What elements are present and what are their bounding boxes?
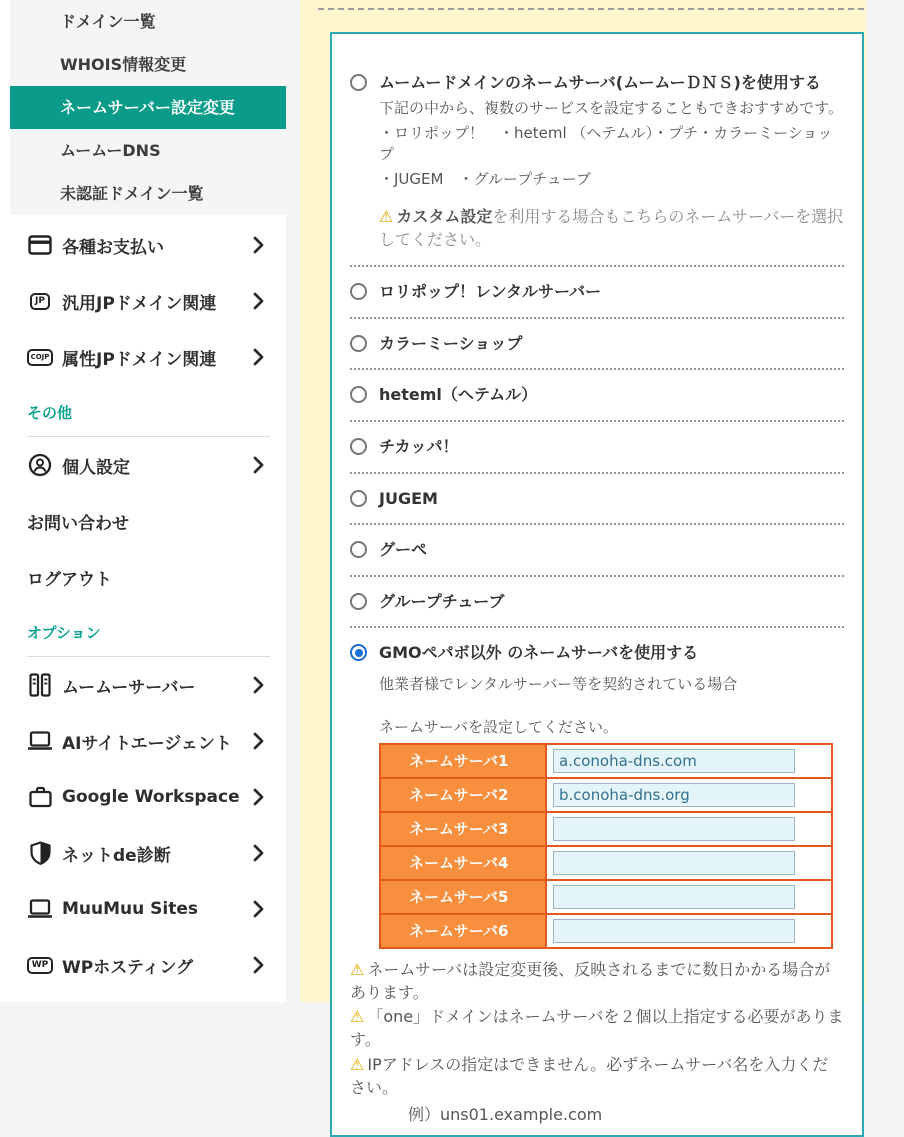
cojp-badge-icon: COJP [27,344,53,370]
radio-button[interactable] [350,283,367,300]
sidebar-subitem-muumuu-dns[interactable]: ムームーDNS [60,141,161,160]
sidebar-item-label: 各種お支払い [62,237,164,258]
nameserver-example: 例）uns01.example.com [408,1105,603,1125]
sidebar-item-attribute-jp[interactable] [0,329,286,385]
divider [318,8,864,10]
sidebar-subitem-nameserver-settings[interactable]: ネームサーバー設定変更 [10,86,286,129]
sidebar-item-label: 汎用JPドメイン関連 [62,293,217,314]
table-row [380,778,832,812]
sidebar-section-other: その他 [27,404,73,422]
sidebar-item-ai-site-agent[interactable] [0,713,286,769]
nameserver-3-input[interactable] [553,817,795,841]
option-lolipop[interactable] [350,267,844,317]
laptop-icon [27,896,53,922]
warning-text: ⚠ ネームサーバは設定変更後、反映されるまでに数日かかる場合があります。 [350,959,831,1002]
sidebar-item-payments[interactable] [0,217,286,273]
option-label[interactable]: GMOペパボ以外 のネームサーバを使用する [379,643,699,663]
radio-button[interactable] [350,541,367,558]
sidebar-item-label: ネットde診断 [62,845,171,866]
sidebar-item-label: Google Workspace [62,787,240,807]
nameserver-warnings [350,959,844,1125]
sidebar-item-google-workspace[interactable] [0,769,286,825]
nameserver-3-label: ネームサーバ3 [380,812,546,846]
table-row [380,880,832,914]
wp-badge-icon: WP [27,952,53,978]
radio-button[interactable] [350,593,367,610]
sidebar-item-wp-hosting[interactable] [0,937,286,993]
chevron-right-icon [253,456,264,474]
chevron-right-icon [253,788,264,806]
sidebar-item-label: ログアウト [27,569,112,590]
sidebar-subitem-whois[interactable]: WHOIS情報変更 [60,55,187,74]
table-row [380,744,832,778]
option-label[interactable]: チカッパ！ [379,436,459,456]
sidebar-subitem-domain-list[interactable]: ドメイン一覧 [60,12,156,31]
warning-icon: ⚠ [379,206,394,226]
option-chicappa[interactable] [350,422,844,472]
briefcase-icon [27,784,53,810]
warning-icon: ⚠ [350,959,365,979]
nameserver-instruction: ネームサーバを設定してください。 [379,717,618,736]
option-description: ・JUGEM ・グループチューブ [379,170,592,189]
nameserver-4-label: ネームサーバ4 [380,846,546,880]
table-row [380,914,832,948]
table-row [380,846,832,880]
nameserver-1-label: ネームサーバ1 [380,744,546,778]
server-icon [27,672,53,698]
sidebar-item-generic-jp[interactable] [0,273,286,329]
credit-card-icon [27,232,53,258]
nameserver-5-input[interactable] [553,885,795,909]
chevron-right-icon [253,292,264,310]
radio-button-selected[interactable] [350,644,367,661]
sidebar-subitem-unverified-domains[interactable]: 未認証ドメイン一覧 [60,184,204,203]
nameserver-4-input[interactable] [553,851,795,875]
sidebar-item-personal-settings[interactable] [0,437,286,493]
chevron-right-icon [253,844,264,862]
radio-button[interactable] [350,335,367,352]
warning-icon: ⚠ [350,1007,365,1027]
option-label[interactable]: JUGEM [379,488,438,508]
sidebar-item-label: ムームーサーバー [62,677,196,698]
option-label[interactable]: ロリポップ！レンタルサーバー [379,282,602,302]
option-label[interactable]: グループチューブ [379,591,505,611]
shield-icon [27,840,53,866]
option-grouptube[interactable] [350,577,844,627]
nameserver-2-label: ネームサーバ2 [380,778,546,812]
option-description: 他業者様でレンタルサーバー等を契約されている場合 [379,674,738,693]
domain-submenu [10,0,286,215]
jp-badge-icon: JP [27,288,53,314]
option-label[interactable]: グーペ [379,540,428,560]
chevron-right-icon [253,956,264,974]
option-colorme-shop[interactable] [350,319,844,369]
radio-button[interactable] [350,490,367,507]
nameserver-6-label: ネームサーバ6 [380,914,546,948]
nameserver-1-input[interactable] [553,749,795,773]
main-content [300,0,866,1125]
nameserver-2-input[interactable] [553,783,795,807]
sidebar-item-label: MuuMuu Sites [62,899,199,919]
warning-text: ⚠ IPアドレスの指定はできません。必ずネームサーバ名を入力ください。 [350,1054,829,1097]
sidebar-item-net-de-shindan[interactable] [0,825,286,881]
option-note: ⚠ カスタム設定を利用する場合もこちらのネームサーバーを選択してください。 [379,206,844,249]
option-description: ・ロリポップ！ ・heteml （ヘテムル）・プチ・カラーミーショップ [379,123,833,164]
sidebar-item-muumuu-server[interactable] [0,657,286,713]
person-icon [27,452,53,478]
option-muumuu-dns[interactable] [350,58,844,265]
table-row [380,812,832,846]
option-label[interactable]: ムームードメインのネームサーバ(ムームーＤＮＳ)を使用する [379,73,821,92]
radio-button[interactable] [350,386,367,403]
chevron-right-icon [253,900,264,918]
sidebar-item-contact[interactable] [0,493,286,549]
radio-button[interactable] [350,438,367,455]
sidebar-section-options: オプション [27,624,101,642]
option-description: 下記の中から、複数のサービスを設定することもできおすすめです。 [379,98,843,117]
laptop-icon [27,728,53,754]
sidebar-item-label: お問い合わせ [27,513,129,534]
nameserver-6-input[interactable] [553,919,795,943]
radio-button[interactable] [350,74,367,91]
sidebar-item-label: 個人設定 [62,457,130,478]
chevron-right-icon [253,676,264,694]
option-external-nameserver[interactable] [350,628,844,963]
nameserver-options-panel [330,32,864,1137]
option-label[interactable]: カラーミーショップ [379,333,523,353]
sidebar [0,0,286,1002]
nameserver-5-label: ネームサーバ5 [380,880,546,914]
warning-text: ⚠ 「one」ドメインはネームサーバを２個以上指定する必要があります。 [350,1007,844,1050]
option-heteml[interactable] [350,370,844,420]
warning-icon: ⚠ [350,1054,365,1074]
option-goope[interactable] [350,525,844,575]
chevron-right-icon [253,236,264,254]
sidebar-item-label: WPホスティング [62,957,194,978]
sidebar-item-logout[interactable] [0,549,286,605]
sidebar-item-label: AIサイトエージェント [62,733,232,754]
sidebar-item-label: 属性JPドメイン関連 [62,349,217,370]
option-label[interactable]: heteml（ヘテムル） [379,385,538,405]
option-jugem[interactable] [350,474,844,524]
chevron-right-icon [253,732,264,750]
nameserver-table [379,743,833,949]
sidebar-item-muumuu-sites[interactable] [0,881,286,937]
chevron-right-icon [253,348,264,366]
